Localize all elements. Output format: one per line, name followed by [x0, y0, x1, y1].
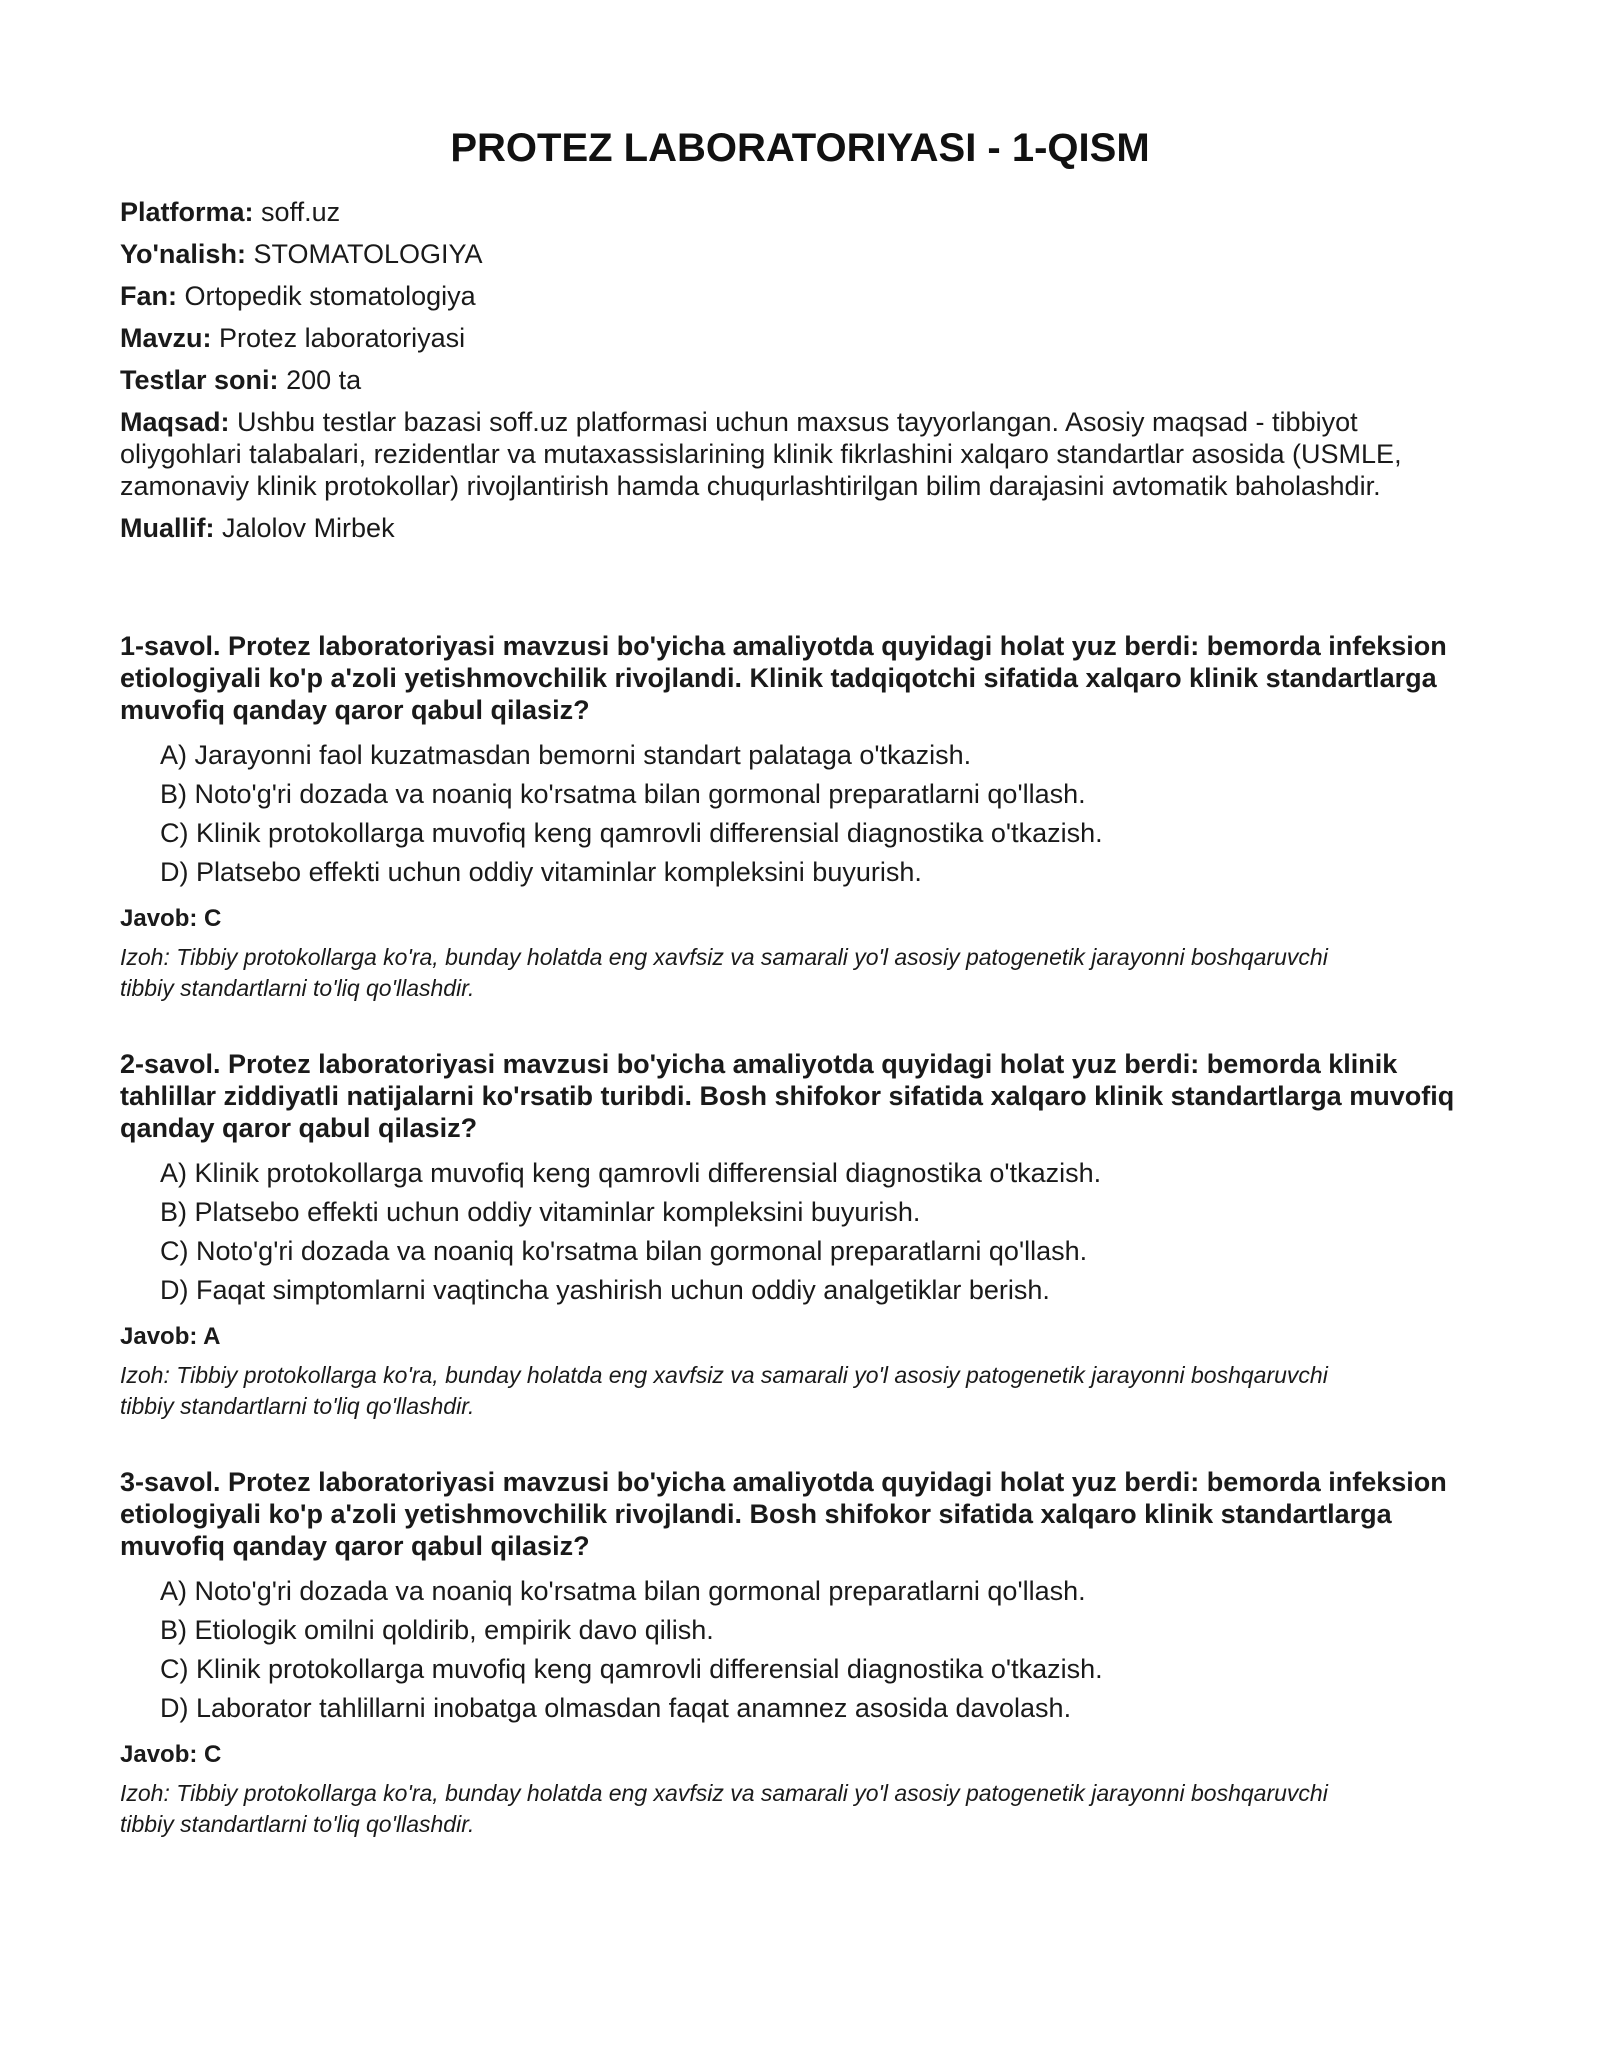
meta-purpose-label: Maqsad: — [120, 407, 230, 437]
answer-options — [120, 736, 1480, 892]
meta-purpose — [120, 406, 1480, 502]
questions-list — [120, 630, 1480, 1840]
option-c: C) Klinik protokollarga muvofiq keng qamrovli differensial diagnostika o'tkazish. — [160, 1654, 1103, 1684]
meta-direction-label: Yo'nalish: — [120, 239, 246, 269]
meta-topic — [120, 322, 1480, 354]
option-b: B) Etiologik omilni qoldirib, empirik davo qilish. — [160, 1615, 714, 1645]
meta-purpose-value: Ushbu testlar bazasi soff.uz platformasi uchun maxsus tayyorlangan. Asosiy maqsad - tibbiyot oliygohlari talabalari, rezidentlar va mutaxassislarining klinik fikrlashini xalqaro standartlar asosida (USMLE, zamonaviy klinik protokollar) rivojlantirish hamda chuqurlashtirilgan bilim darajasini avtomatik baholashdir. — [120, 407, 1402, 501]
meta-platform-value: soff.uz — [261, 197, 341, 227]
option-d: D) Faqat simptomlarni vaqtincha yashirish uchun oddiy analgetiklar berish. — [160, 1275, 1050, 1305]
answer-options — [120, 1572, 1480, 1728]
meta-platform-label: Platforma: — [120, 197, 254, 227]
question-text: 1-savol. Protez laboratoriyasi mavzusi bo'yicha amaliyotda quyidagi holat yuz berdi: bemorda infeksion etiologiyali ko'p a'zoli yetishmovchilik rivojlandi. Klinik tadqiqotchi sifatida xalqaro klinik standartlarga muvofiq qanday qaror qabul qilasiz? — [120, 631, 1447, 725]
correct-answer: Javob: C — [120, 905, 222, 932]
question-2 — [120, 1048, 1480, 1422]
question-text: 3-savol. Protez laboratoriyasi mavzusi bo'yicha amaliyotda quyidagi holat yuz berdi: bemorda infeksion etiologiyali ko'p a'zoli yetishmovchilik rivojlandi. Bosh shifokor sifatida xalqaro klinik standartlarga muvofiq qanday qaror qabul qilasiz? — [120, 1467, 1447, 1561]
correct-answer: Javob: C — [120, 1741, 222, 1768]
option-c: C) Klinik protokollarga muvofiq keng qamrovli differensial diagnostika o'tkazish. — [160, 818, 1103, 848]
meta-platform — [120, 196, 1480, 228]
option-d: D) Platsebo effekti uchun oddiy vitaminlar kompleksini buyurish. — [160, 857, 922, 887]
meta-topic-value: Protez laboratoriyasi — [219, 323, 466, 353]
meta-topic-label: Mavzu: — [120, 323, 212, 353]
meta-author — [120, 512, 1480, 544]
meta-tests-count — [120, 364, 1480, 396]
document-page — [120, 120, 1480, 1884]
meta-subject-value: Ortopedik stomatologiya — [184, 281, 476, 311]
meta-direction-value: STOMATOLOGIYA — [253, 239, 483, 269]
answer-explanation: Izoh: Tibbiy protokollarga ko'ra, bunday holatda eng xavfsiz va samarali yo'l asosiy patogenetik jarayonni boshqaruvchi tibbiy standartlarni to'liq qo'llashdir. — [120, 1780, 1328, 1837]
question-1 — [120, 630, 1480, 1004]
question-3 — [120, 1466, 1480, 1840]
answer-options — [120, 1154, 1480, 1310]
meta-subject-label: Fan: — [120, 281, 177, 311]
option-a: A) Noto'g'ri dozada va noaniq ko'rsatma bilan gormonal preparatlarni qo'llash. — [160, 1576, 1086, 1606]
option-d: D) Laborator tahlillarni inobatga olmasdan faqat anamnez asosida davolash. — [160, 1693, 1072, 1723]
meta-author-label: Muallif: — [120, 513, 215, 543]
meta-tests-label: Testlar soni: — [120, 365, 279, 395]
meta-tests-value: 200 ta — [286, 365, 362, 395]
metadata-block — [120, 196, 1480, 544]
meta-subject — [120, 280, 1480, 312]
meta-author-value: Jalolov Mirbek — [222, 513, 395, 543]
answer-explanation: Izoh: Tibbiy protokollarga ko'ra, bunday holatda eng xavfsiz va samarali yo'l asosiy patogenetik jarayonni boshqaruvchi tibbiy standartlarni to'liq qo'llashdir. — [120, 944, 1328, 1001]
document-title: PROTEZ LABORATORIYASI - 1-QISM — [450, 126, 1150, 170]
option-a: A) Jarayonni faol kuzatmasdan bemorni standart palataga o'tkazish. — [160, 740, 972, 770]
question-text: 2-savol. Protez laboratoriyasi mavzusi bo'yicha amaliyotda quyidagi holat yuz berdi: bemorda klinik tahlillar ziddiyatli natijalarni ko'rsatib turibdi. Bosh shifokor sifatida xalqaro klinik standartlarga muvofiq qanday qaror qabul qilasiz? — [120, 1049, 1455, 1143]
option-a: A) Klinik protokollarga muvofiq keng qamrovli differensial diagnostika o'tkazish. — [160, 1158, 1102, 1188]
option-b: B) Noto'g'ri dozada va noaniq ko'rsatma bilan gormonal preparatlarni qo'llash. — [160, 779, 1086, 809]
correct-answer: Javob: A — [120, 1323, 221, 1350]
option-c: C) Noto'g'ri dozada va noaniq ko'rsatma bilan gormonal preparatlarni qo'llash. — [160, 1236, 1088, 1266]
option-b: B) Platsebo effekti uchun oddiy vitaminlar kompleksini buyurish. — [160, 1197, 921, 1227]
meta-direction — [120, 238, 1480, 270]
answer-explanation: Izoh: Tibbiy protokollarga ko'ra, bunday holatda eng xavfsiz va samarali yo'l asosiy patogenetik jarayonni boshqaruvchi tibbiy standartlarni to'liq qo'llashdir. — [120, 1362, 1328, 1419]
